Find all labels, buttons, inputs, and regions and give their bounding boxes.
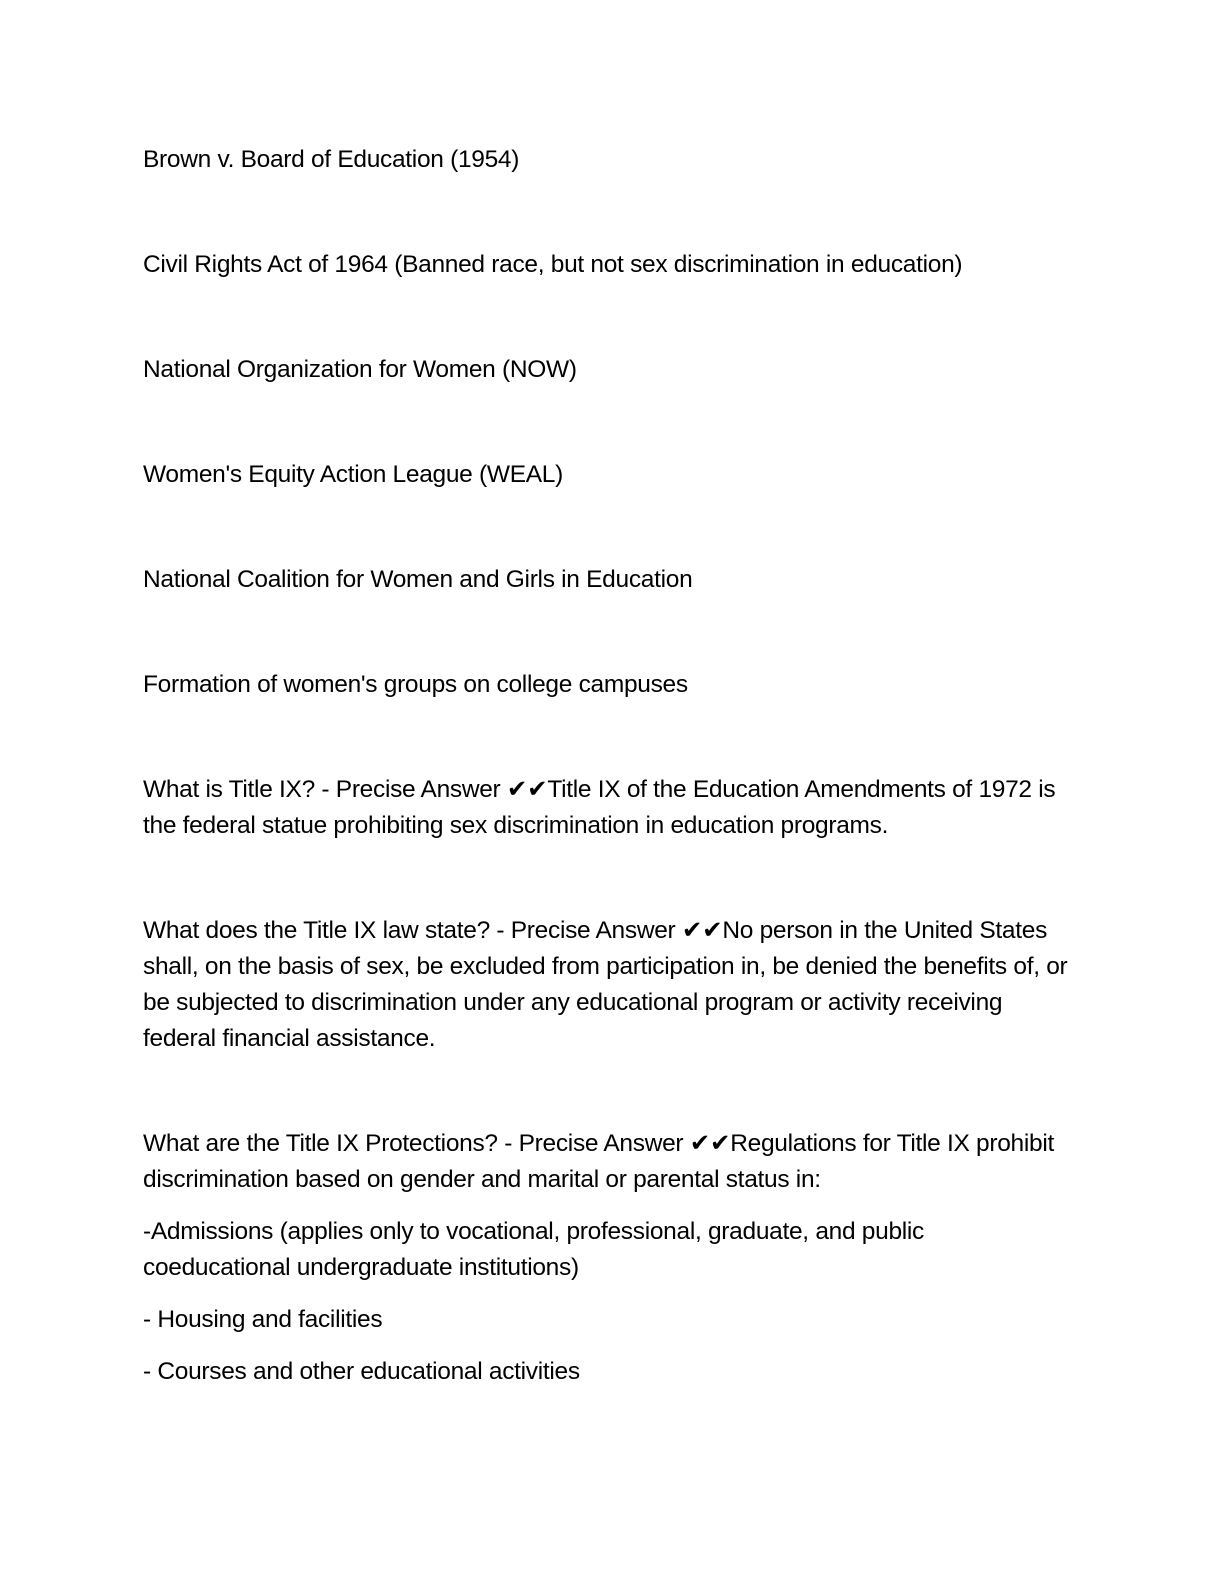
paragraph-brown-v-board: Brown v. Board of Education (1954): [143, 146, 520, 173]
list-item-admissions: -Admissions (applies only to vocational, professional, graduate, and public coeducational undergraduate institutions): [143, 1218, 925, 1281]
paragraph-title-ix-law-state: What does the Title IX law state? - Precise Answer ✔✔No person in the United States shall, on the basis of sex, be excluded from participation in, be denied the benefits of, or be subjected to discrimination under any educational program or activity receiving federal financial assistance.: [143, 917, 1068, 1052]
paragraph-now: National Organization for Women (NOW): [143, 356, 577, 383]
paragraph-womens-groups: Formation of women's groups on college campuses: [143, 671, 688, 698]
list-item-courses: - Courses and other educational activities: [143, 1358, 580, 1385]
paragraph-weal: Women's Equity Action League (WEAL): [143, 461, 563, 488]
paragraph-title-ix-protections: What are the Title IX Protections? - Precise Answer ✔✔Regulations for Title IX prohibit discrimination based on gender and marital or parental status in:: [143, 1130, 1054, 1193]
list-item-housing: - Housing and facilities: [143, 1306, 383, 1333]
document-page: [143, 142, 1073, 1390]
paragraph-national-coalition: National Coalition for Women and Girls in Education: [143, 566, 693, 593]
paragraph-what-is-title-ix: What is Title IX? - Precise Answer ✔✔Title IX of the Education Amendments of 1972 is the federal statue prohibiting sex discrimination in education programs.: [143, 776, 1056, 839]
paragraph-civil-rights-act: Civil Rights Act of 1964 (Banned race, but not sex discrimination in education): [143, 251, 963, 278]
